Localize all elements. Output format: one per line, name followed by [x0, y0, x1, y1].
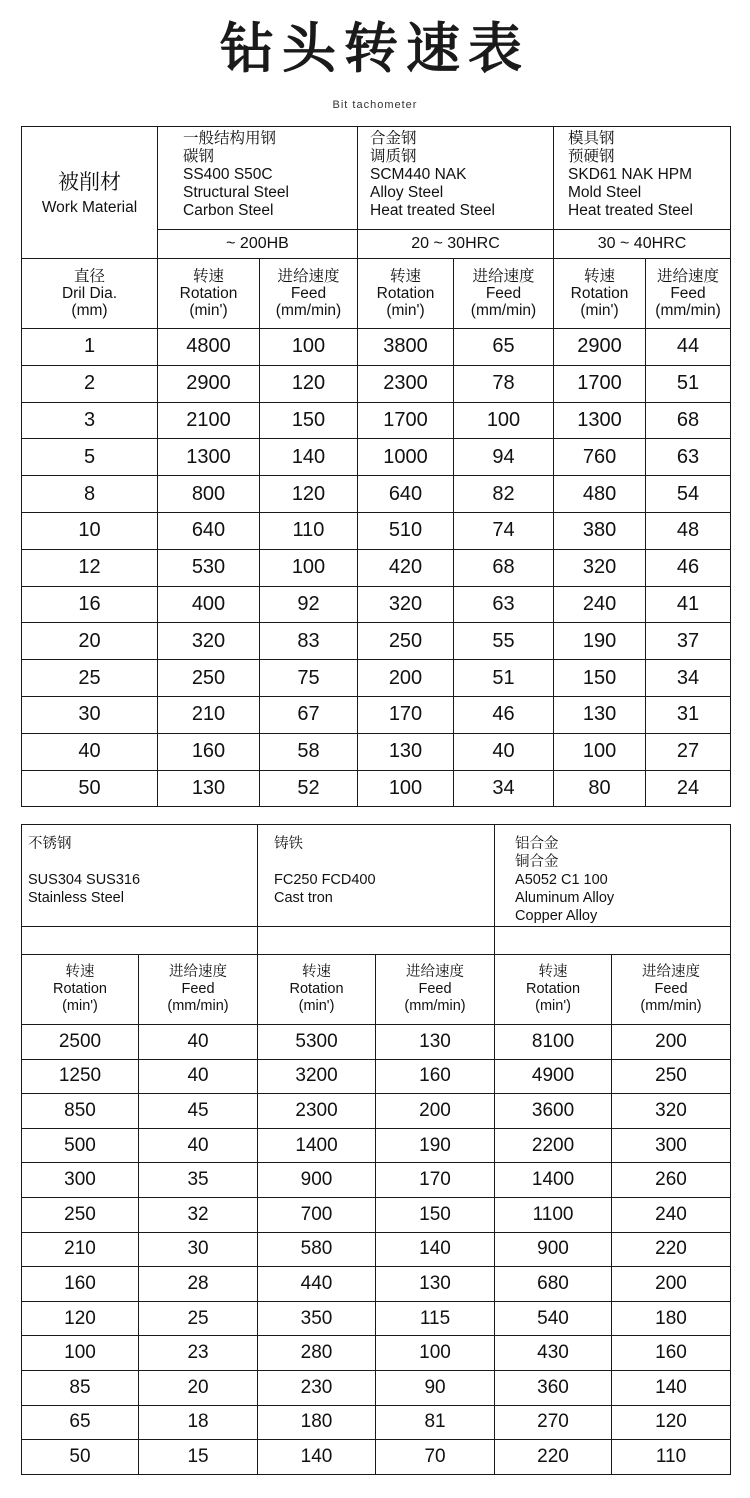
table-cell: 70 [376, 1440, 495, 1475]
table-cell: 12 [22, 549, 158, 586]
table-row [22, 696, 731, 733]
table-cell: 75 [260, 660, 358, 697]
table-cell: 85 [22, 1370, 139, 1405]
table-cell: 46 [646, 549, 731, 586]
table-cell: 170 [358, 696, 454, 733]
table-row [22, 1440, 731, 1475]
table-cell: 210 [22, 1232, 139, 1267]
table-cell: 81 [376, 1405, 495, 1440]
table-cell: 2900 [158, 365, 260, 402]
table-cell: 130 [376, 1267, 495, 1302]
table-cell: 35 [139, 1163, 258, 1198]
table-cell: 40 [139, 1128, 258, 1163]
work-material-cell [22, 127, 158, 259]
table-row [22, 1059, 731, 1094]
table-cell: 280 [258, 1336, 376, 1371]
feed-header: 进给速度 Feed (mm/min) [260, 259, 358, 329]
table-row [22, 733, 731, 770]
table-cell: 160 [158, 733, 260, 770]
table-cell: 1700 [554, 365, 646, 402]
table-cell: 50 [22, 770, 158, 807]
table-cell: 25 [139, 1301, 258, 1336]
table1-body [22, 329, 731, 807]
table-cell: 65 [454, 329, 554, 366]
table-cell: 240 [554, 586, 646, 623]
table-cell: 110 [260, 512, 358, 549]
table-cell: 680 [495, 1267, 612, 1302]
empty-cell [22, 927, 258, 955]
table-row [22, 365, 731, 402]
hardness-alloy: 20 ~ 30HRC [358, 230, 554, 259]
table-cell: 200 [612, 1025, 731, 1060]
table-cell: 2 [22, 365, 158, 402]
material-mold-steel: 模具钢 预硬钢 SKD61 NAK HPM Mold Steel Heat treated Steel [554, 127, 731, 230]
table-cell: 34 [646, 660, 731, 697]
table-cell: 8 [22, 476, 158, 513]
table-cell: 500 [22, 1128, 139, 1163]
table-cell: 1300 [158, 439, 260, 476]
table-cell: 1700 [358, 402, 454, 439]
table-cell: 2300 [358, 365, 454, 402]
table-cell: 51 [646, 365, 731, 402]
rotation-header: 转速 Rotation (min') [258, 955, 376, 1025]
table-cell: 3800 [358, 329, 454, 366]
table-cell: 300 [612, 1128, 731, 1163]
feed-header: 进给速度 Feed (mm/min) [139, 955, 258, 1025]
table-row [22, 770, 731, 807]
table-cell: 250 [612, 1059, 731, 1094]
table-cell: 250 [22, 1197, 139, 1232]
table-cell: 350 [258, 1301, 376, 1336]
rotation-header: 转速 Rotation (min') [554, 259, 646, 329]
table-cell: 580 [258, 1232, 376, 1267]
table-cell: 430 [495, 1336, 612, 1371]
table-cell: 37 [646, 623, 731, 660]
table-cell: 200 [376, 1094, 495, 1129]
table-cell: 16 [22, 586, 158, 623]
table-cell: 130 [158, 770, 260, 807]
table-cell: 2500 [22, 1025, 139, 1060]
table-cell: 83 [260, 623, 358, 660]
table-row [22, 1405, 731, 1440]
table-cell: 2300 [258, 1094, 376, 1129]
table-cell: 1250 [22, 1059, 139, 1094]
table-cell: 260 [612, 1163, 731, 1198]
table-row [22, 586, 731, 623]
table-row [22, 1370, 731, 1405]
dia-header: 直径 Dril Dia. (mm) [22, 259, 158, 329]
table-cell: 130 [358, 733, 454, 770]
table-cell: 1400 [258, 1128, 376, 1163]
table-cell: 1300 [554, 402, 646, 439]
feed-header: 进给速度 Feed (mm/min) [646, 259, 731, 329]
table-cell: 45 [139, 1094, 258, 1129]
table-cell: 100 [358, 770, 454, 807]
table-cell: 44 [646, 329, 731, 366]
table-cell: 220 [612, 1232, 731, 1267]
table-cell: 63 [646, 439, 731, 476]
table-cell: 400 [158, 586, 260, 623]
page-title: 钻头转速表 [220, 17, 530, 80]
table-cell: 150 [554, 660, 646, 697]
table-row [22, 512, 731, 549]
table-cell: 100 [554, 733, 646, 770]
hardness-mold: 30 ~ 40HRC [554, 230, 731, 259]
table-cell: 100 [376, 1336, 495, 1371]
table-row [22, 476, 731, 513]
material-alloy-steel: 合金钢 调质钢 SCM440 NAK Alloy Steel Heat treated Steel [358, 127, 554, 230]
table-cell: 180 [612, 1301, 731, 1336]
table-cell: 480 [554, 476, 646, 513]
rotation-header: 转速 Rotation (min') [495, 955, 612, 1025]
table-cell: 250 [358, 623, 454, 660]
table-cell: 440 [258, 1267, 376, 1302]
table-cell: 900 [258, 1163, 376, 1198]
table-row [22, 1336, 731, 1371]
table-row [22, 1232, 731, 1267]
table-cell: 320 [158, 623, 260, 660]
table-cell: 220 [495, 1440, 612, 1475]
table-cell: 40 [139, 1059, 258, 1094]
table-cell: 15 [139, 1440, 258, 1475]
table-cell: 420 [358, 549, 454, 586]
table-cell: 20 [139, 1370, 258, 1405]
table-cell: 25 [22, 660, 158, 697]
table-row [22, 439, 731, 476]
page-subtitle: Bit tachometer [332, 99, 418, 111]
table-cell: 240 [612, 1197, 731, 1232]
feed-header: 进给速度 Feed (mm/min) [612, 955, 731, 1025]
table-cell: 140 [376, 1232, 495, 1267]
table-cell: 760 [554, 439, 646, 476]
column-header-row [22, 259, 731, 329]
table-cell: 160 [376, 1059, 495, 1094]
table-cell: 270 [495, 1405, 612, 1440]
table-cell: 18 [139, 1405, 258, 1440]
table-cell: 1 [22, 329, 158, 366]
table-cell: 68 [454, 549, 554, 586]
table-cell: 160 [22, 1267, 139, 1302]
table-cell: 900 [495, 1232, 612, 1267]
table-cell: 80 [554, 770, 646, 807]
table-cell: 30 [22, 696, 158, 733]
table-cell: 120 [260, 365, 358, 402]
table-cell: 1100 [495, 1197, 612, 1232]
feed-header: 进给速度 Feed (mm/min) [376, 955, 495, 1025]
table-cell: 640 [358, 476, 454, 513]
table-cell: 120 [612, 1405, 731, 1440]
empty-cell [495, 927, 731, 955]
table-cell: 190 [376, 1128, 495, 1163]
table-cell: 115 [376, 1301, 495, 1336]
table-cell: 46 [454, 696, 554, 733]
table-cell: 68 [646, 402, 731, 439]
table-cell: 2100 [158, 402, 260, 439]
table-cell: 110 [612, 1440, 731, 1475]
table-row [22, 1197, 731, 1232]
material-stainless-steel: 不锈钢 SUS304 SUS316 Stainless Steel [22, 825, 258, 927]
table-cell: 160 [612, 1336, 731, 1371]
empty-cell [258, 927, 495, 955]
table-cell: 1400 [495, 1163, 612, 1198]
table-cell: 360 [495, 1370, 612, 1405]
table-cell: 24 [646, 770, 731, 807]
table-cell: 140 [612, 1370, 731, 1405]
material-structural-steel: 一般结构用钢 碳钢 SS400 S50C Structural Steel Carbon Steel [158, 127, 358, 230]
table-row [22, 329, 731, 366]
rotation-header: 转速 Rotation (min') [22, 955, 139, 1025]
table-cell: 1000 [358, 439, 454, 476]
table-cell: 90 [376, 1370, 495, 1405]
table-cell: 320 [612, 1094, 731, 1129]
table-cell: 120 [260, 476, 358, 513]
material-header-row-2 [22, 825, 731, 927]
table-cell: 48 [646, 512, 731, 549]
table-cell: 58 [260, 733, 358, 770]
table-cell: 3 [22, 402, 158, 439]
work-material-en: Work Material [41, 198, 138, 216]
table-row [22, 1267, 731, 1302]
table-cell: 850 [22, 1094, 139, 1129]
material-header-row [22, 127, 731, 230]
table-cell: 4900 [495, 1059, 612, 1094]
table-cell: 130 [376, 1025, 495, 1060]
table-cell: 640 [158, 512, 260, 549]
table-cell: 34 [454, 770, 554, 807]
table-cell: 78 [454, 365, 554, 402]
feed-header: 进给速度 Feed (mm/min) [454, 259, 554, 329]
table-cell: 2900 [554, 329, 646, 366]
table-cell: 10 [22, 512, 158, 549]
table-cell: 92 [260, 586, 358, 623]
table-cell: 5300 [258, 1025, 376, 1060]
table-cell: 52 [260, 770, 358, 807]
table-cell: 100 [454, 402, 554, 439]
drill-speed-table-steel [21, 126, 731, 807]
table-cell: 28 [139, 1267, 258, 1302]
table-cell: 100 [22, 1336, 139, 1371]
table-cell: 190 [554, 623, 646, 660]
table-cell: 200 [358, 660, 454, 697]
rotation-header: 转速 Rotation (min') [358, 259, 454, 329]
table-cell: 140 [260, 439, 358, 476]
table-cell: 150 [260, 402, 358, 439]
table-cell: 320 [358, 586, 454, 623]
hardness-structural: ~ 200HB [158, 230, 358, 259]
table-cell: 120 [22, 1301, 139, 1336]
table-row [22, 623, 731, 660]
table-row [22, 1094, 731, 1129]
table-cell: 31 [646, 696, 731, 733]
table-cell: 540 [495, 1301, 612, 1336]
table-cell: 140 [258, 1440, 376, 1475]
table-cell: 530 [158, 549, 260, 586]
table-cell: 5 [22, 439, 158, 476]
table-cell: 40 [22, 733, 158, 770]
table-cell: 3200 [258, 1059, 376, 1094]
table-cell: 700 [258, 1197, 376, 1232]
table-row [22, 1128, 731, 1163]
table-cell: 94 [454, 439, 554, 476]
table-cell: 50 [22, 1440, 139, 1475]
table-cell: 210 [158, 696, 260, 733]
table-cell: 74 [454, 512, 554, 549]
table-cell: 200 [612, 1267, 731, 1302]
table-cell: 4800 [158, 329, 260, 366]
table-cell: 8100 [495, 1025, 612, 1060]
table-cell: 100 [260, 329, 358, 366]
table-cell: 320 [554, 549, 646, 586]
table-cell: 32 [139, 1197, 258, 1232]
material-cast-iron: 铸铁 FC250 FCD400 Cast tron [258, 825, 495, 927]
empty-hardness-row [22, 927, 731, 955]
table-cell: 150 [376, 1197, 495, 1232]
table-row [22, 549, 731, 586]
table-cell: 55 [454, 623, 554, 660]
table-cell: 180 [258, 1405, 376, 1440]
table-cell: 41 [646, 586, 731, 623]
table-cell: 30 [139, 1232, 258, 1267]
material-aluminum-copper: 铝合金 铜合金 A5052 C1 100 Aluminum Alloy Copper Alloy [495, 825, 731, 927]
table-cell: 510 [358, 512, 454, 549]
table-cell: 23 [139, 1336, 258, 1371]
table-cell: 100 [260, 549, 358, 586]
work-material-cn: 被削材 [58, 170, 121, 194]
table-row [22, 1025, 731, 1060]
table-cell: 2200 [495, 1128, 612, 1163]
table-cell: 65 [22, 1405, 139, 1440]
table-row [22, 402, 731, 439]
table-cell: 27 [646, 733, 731, 770]
table-cell: 82 [454, 476, 554, 513]
table-cell: 300 [22, 1163, 139, 1198]
table-cell: 54 [646, 476, 731, 513]
table-cell: 230 [258, 1370, 376, 1405]
table-cell: 250 [158, 660, 260, 697]
table-row [22, 1163, 731, 1198]
rotation-header: 转速 Rotation (min') [158, 259, 260, 329]
table-cell: 67 [260, 696, 358, 733]
table-cell: 40 [139, 1025, 258, 1060]
table-cell: 800 [158, 476, 260, 513]
table-cell: 63 [454, 586, 554, 623]
table-cell: 130 [554, 696, 646, 733]
table-cell: 170 [376, 1163, 495, 1198]
table-cell: 51 [454, 660, 554, 697]
table-cell: 380 [554, 512, 646, 549]
table-cell: 3600 [495, 1094, 612, 1129]
drill-speed-table-other [21, 824, 731, 1475]
table-row [22, 1301, 731, 1336]
column-header-row-2 [22, 955, 731, 1025]
table-row [22, 660, 731, 697]
table-cell: 40 [454, 733, 554, 770]
table-cell: 20 [22, 623, 158, 660]
table2-body [22, 1025, 731, 1475]
